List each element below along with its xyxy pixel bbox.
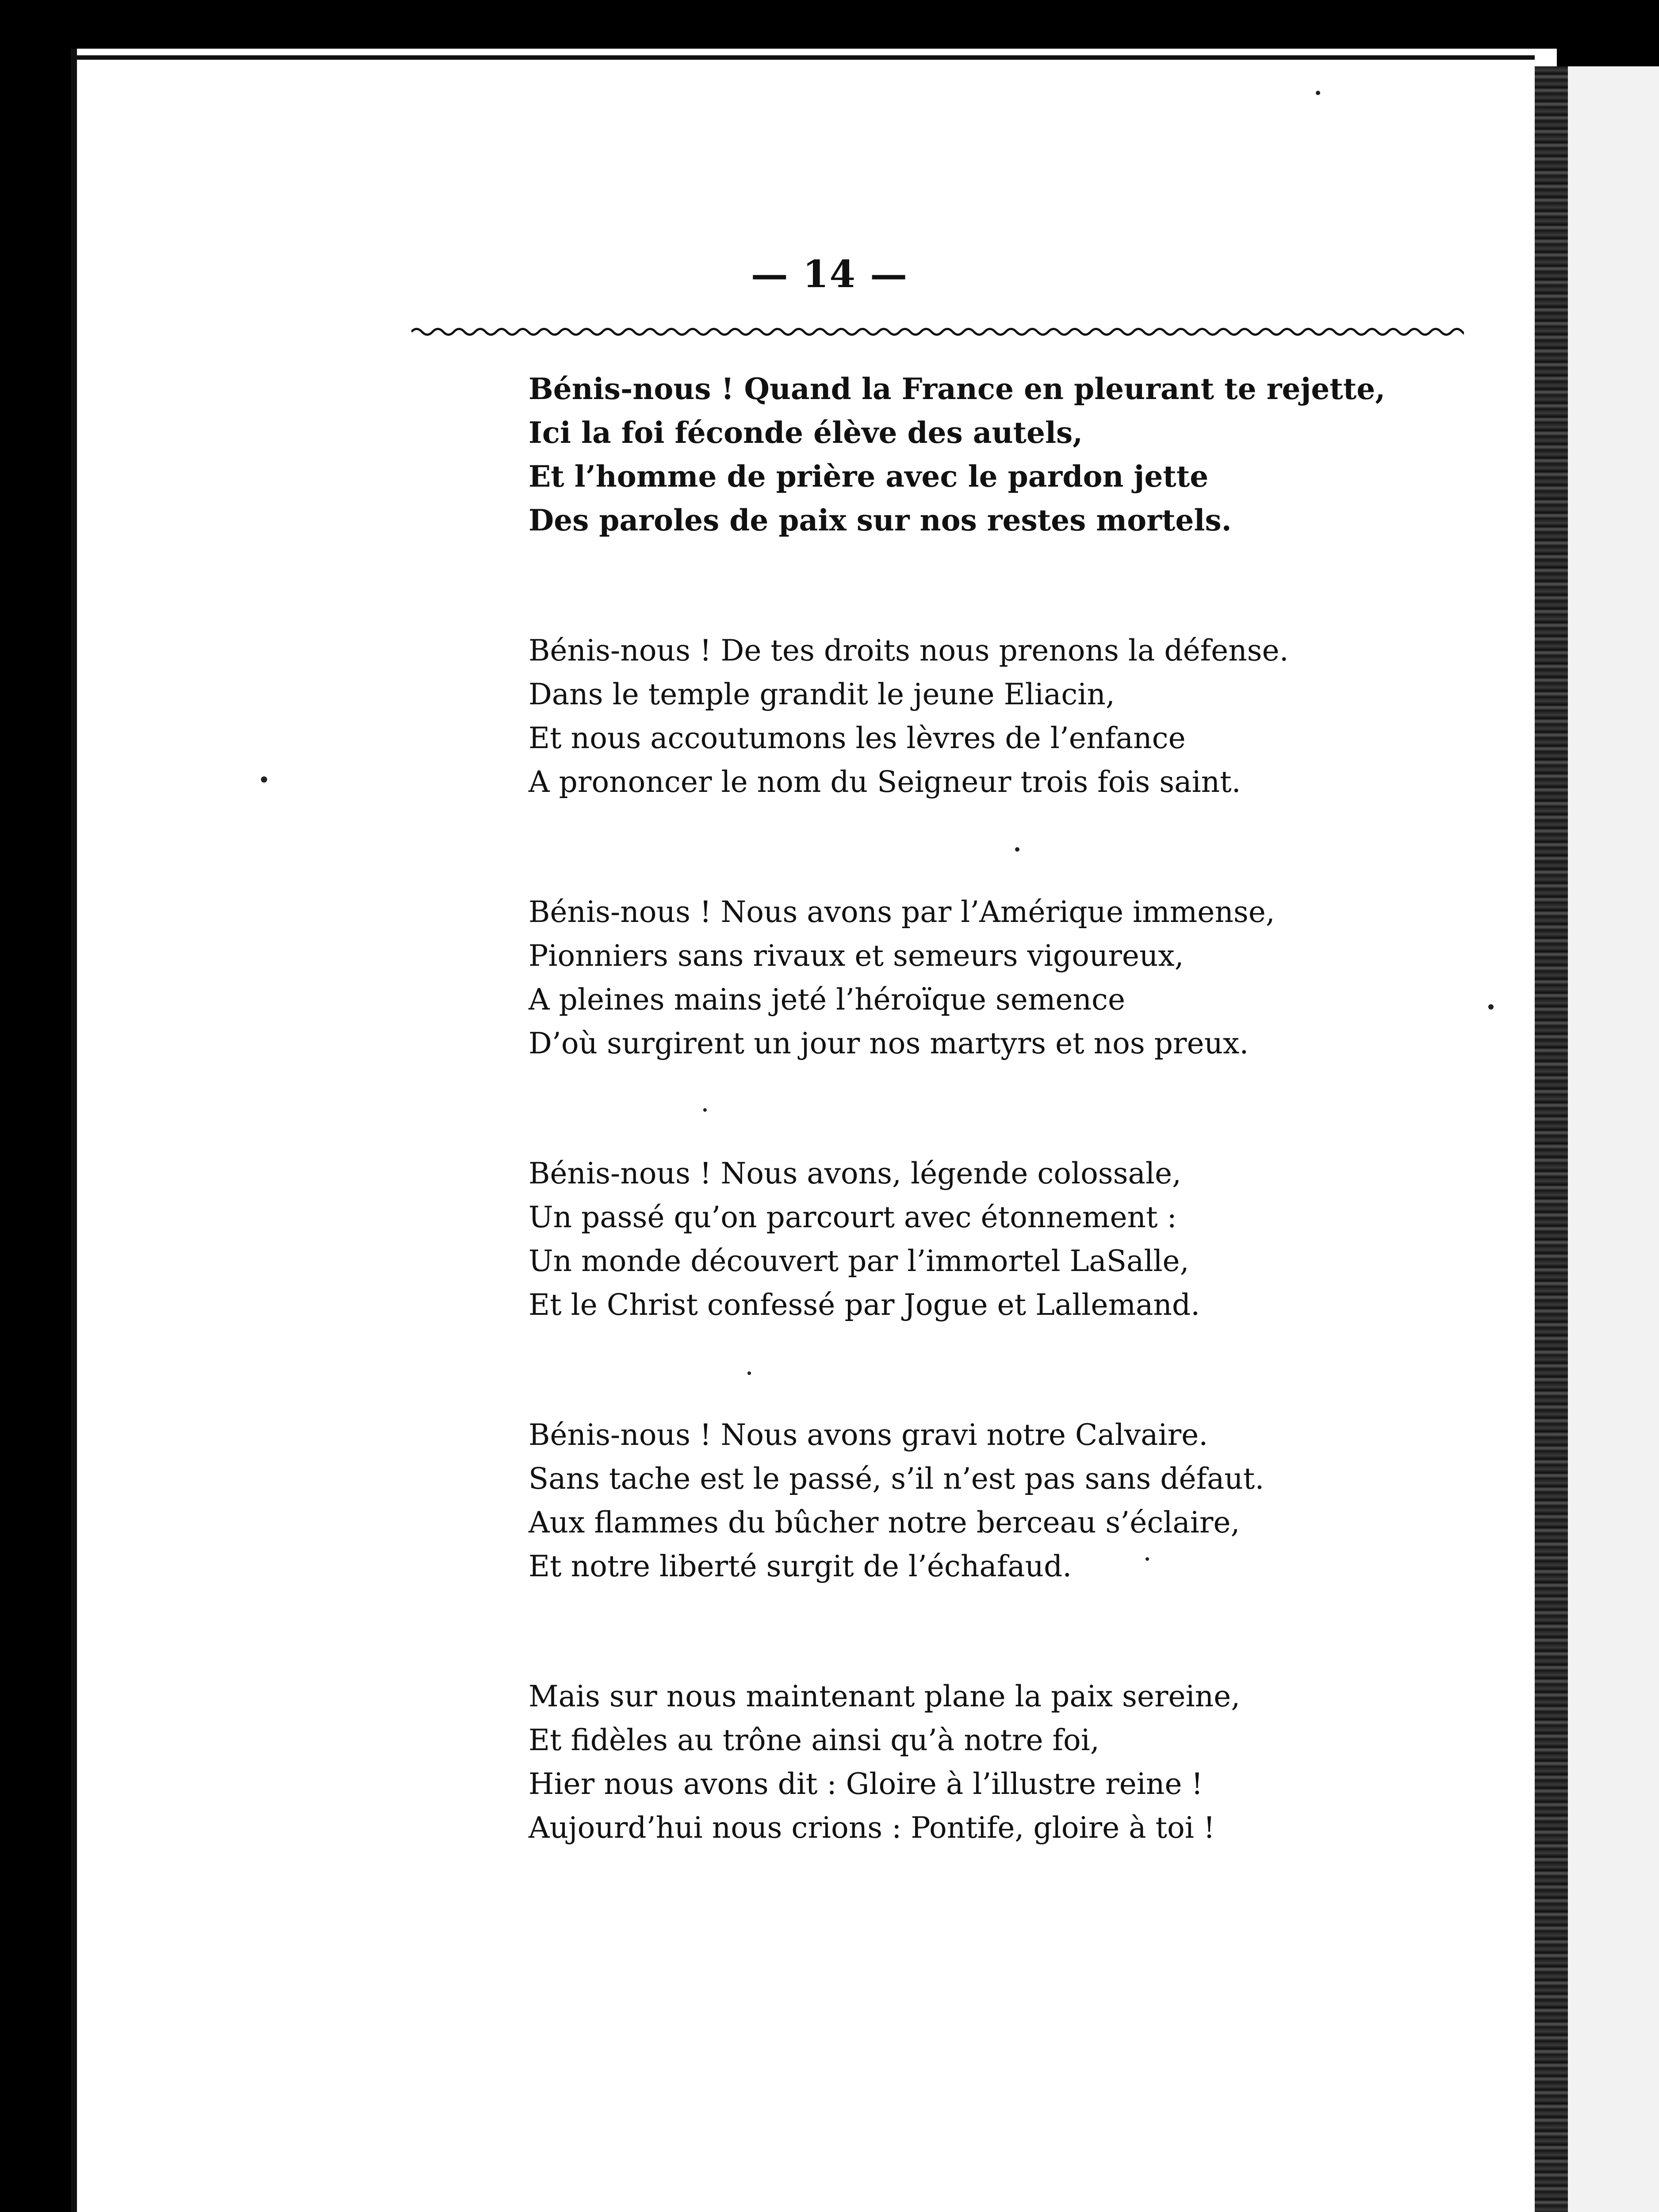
scan-speck bbox=[747, 1371, 751, 1375]
verse-line: A prononcer le nom du Seigneur trois fois saint. bbox=[529, 765, 1241, 799]
stanza-5 bbox=[529, 1413, 1413, 1588]
verse-line: Ici la foi féconde élève des autels, bbox=[529, 415, 1083, 450]
scan-speck bbox=[1015, 847, 1019, 852]
verse-line: Un monde découvert par l’immortel LaSalle, bbox=[529, 1244, 1189, 1278]
verse-line: Bénis-nous ! Nous avons, légende colossale, bbox=[529, 1156, 1182, 1190]
top-border-line bbox=[71, 55, 1535, 60]
scan-speck bbox=[1488, 1004, 1494, 1010]
verse-line: Bénis-nous ! De tes droits nous prenons la défense. bbox=[529, 634, 1289, 668]
page-number: — 14 — bbox=[751, 252, 908, 296]
stanza-4 bbox=[529, 1152, 1413, 1327]
scan-speck bbox=[261, 776, 267, 783]
verse-line: Un passé qu’on parcourt avec étonnement : bbox=[529, 1200, 1177, 1234]
scan-speck bbox=[703, 1108, 707, 1112]
verse-line: Mais sur nous maintenant plane la paix sereine, bbox=[529, 1679, 1241, 1713]
verse-line: Sans tache est le passé, s’il n’est pas sans défaut. bbox=[529, 1462, 1264, 1496]
verse-line: Aux flammes du bûcher notre berceau s’éclaire, bbox=[529, 1505, 1240, 1540]
verse-line: Et le Christ confessé par Jogue et Lallemand. bbox=[529, 1288, 1200, 1322]
verse-line: Dans le temple grandit le jeune Eliacin, bbox=[529, 677, 1115, 711]
verse-line: Hier nous avons dit : Gloire à l’illustre reine ! bbox=[529, 1767, 1203, 1801]
verse-line: Et fidèles au trône ainsi qu’à notre foi, bbox=[529, 1723, 1100, 1757]
left-border-line bbox=[71, 49, 77, 2212]
stanza-1 bbox=[529, 367, 1413, 542]
scan-speck bbox=[1316, 91, 1320, 95]
verse-line: Bénis-nous ! Nous avons par l’Amérique immense, bbox=[529, 895, 1275, 929]
adjacent-page-strip bbox=[1568, 66, 1659, 2212]
verse-line: Et l’homme de prière avec le pardon jette bbox=[529, 459, 1209, 494]
stanza-2 bbox=[529, 629, 1413, 804]
verse-line: Pionniers sans rivaux et semeurs vigoureux, bbox=[529, 939, 1184, 973]
stanza-3 bbox=[529, 890, 1413, 1065]
verse-line: Aujourd’hui nous crions : Pontife, gloire à toi ! bbox=[529, 1811, 1215, 1845]
verse-line: Bénis-nous ! Quand la France en pleurant te rejette, bbox=[529, 372, 1386, 406]
verse-line: Et notre liberté surgit de l’échafaud. bbox=[529, 1549, 1072, 1583]
verse-line: Et nous accoutumons les lèvres de l’enfance bbox=[529, 721, 1186, 755]
scan-speck bbox=[1146, 1557, 1149, 1561]
stanza-6 bbox=[529, 1674, 1413, 1850]
verse-line: D’où surgirent un jour nos martyrs et nos preux. bbox=[529, 1026, 1249, 1060]
decorative-wavy-rule bbox=[411, 325, 1464, 338]
verse-line: Bénis-nous ! Nous avons gravi notre Calvaire. bbox=[529, 1418, 1208, 1452]
poem-body bbox=[529, 367, 1413, 1850]
verse-line: Des paroles de paix sur nos restes mortels. bbox=[529, 503, 1232, 538]
verse-line: A pleines mains jeté l’héroïque semence bbox=[529, 983, 1126, 1017]
